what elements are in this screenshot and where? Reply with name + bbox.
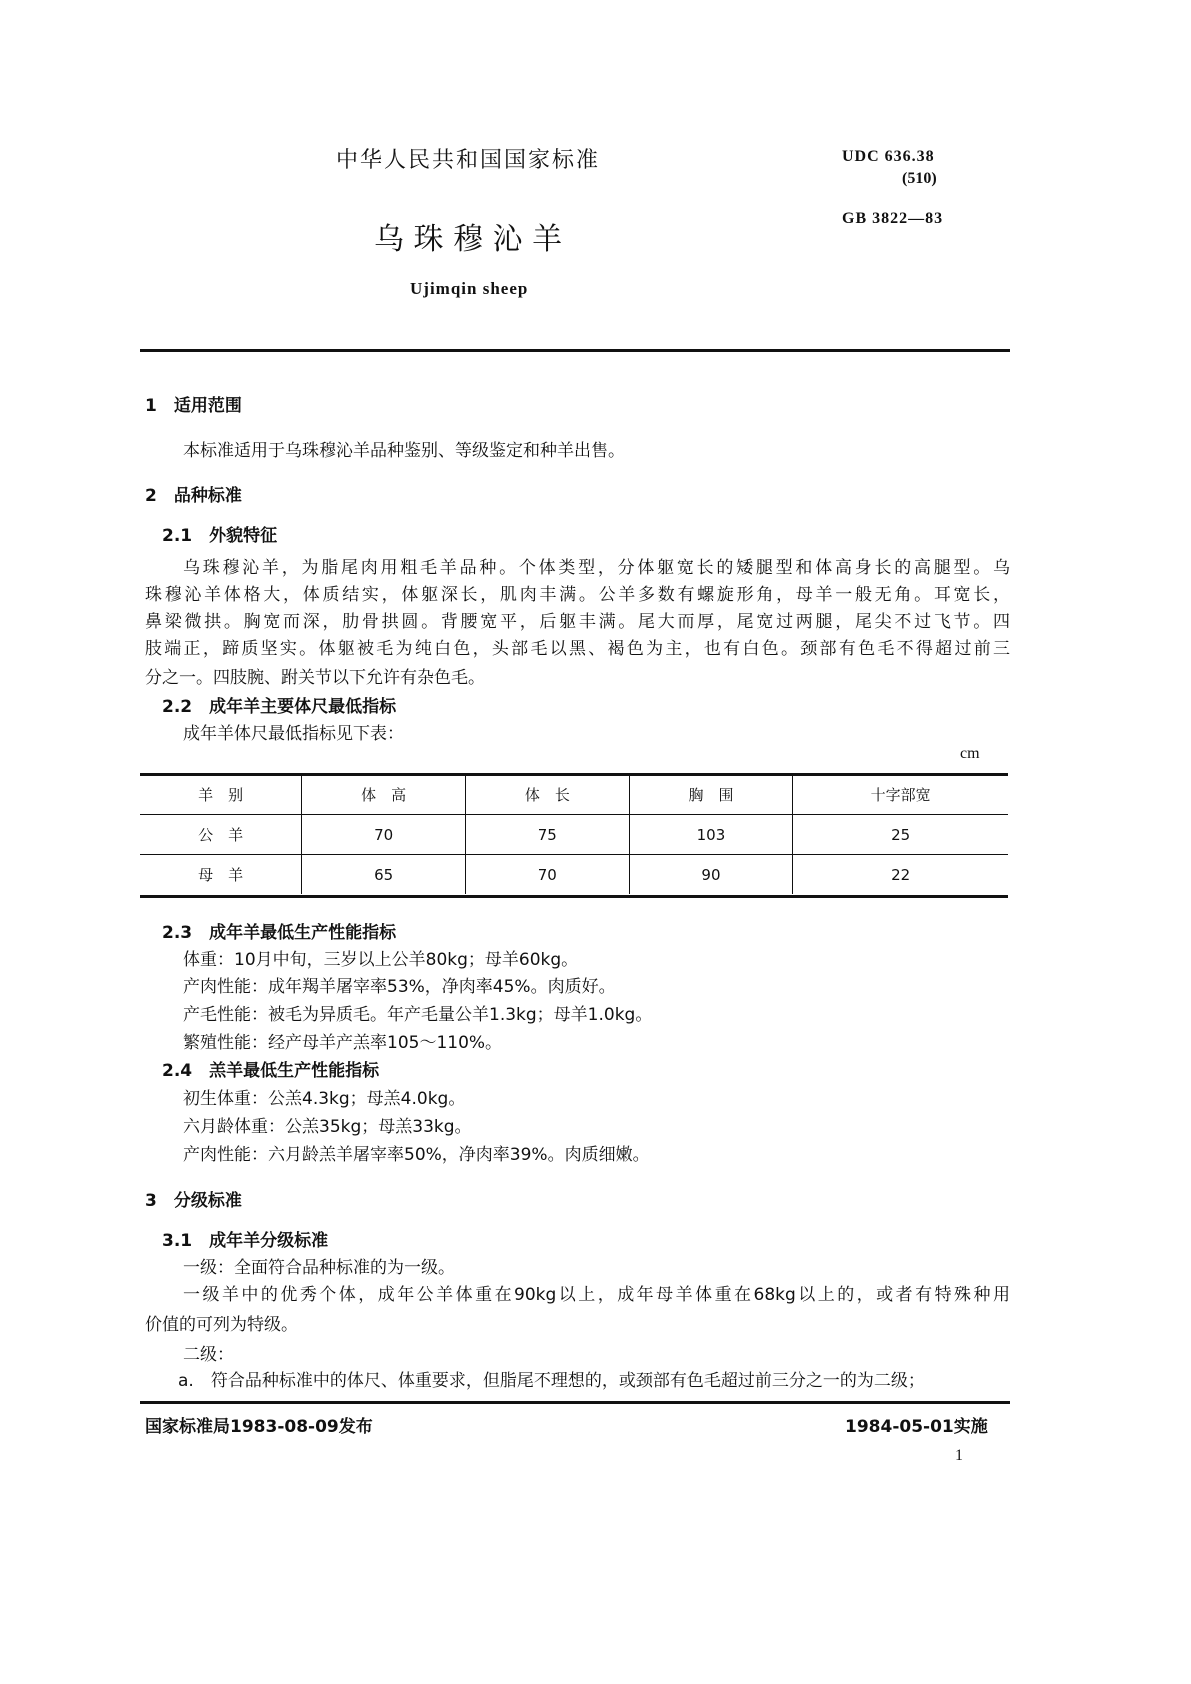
paragraph-line: 六月龄体重：公羔35kg；母羔33kg。 (183, 1117, 472, 1137)
paragraph-line: 价值的可列为特级。 (145, 1315, 298, 1335)
cell: 103 (629, 815, 793, 855)
paragraph-line: 一级：全面符合品种标准的为一级。 (183, 1258, 455, 1278)
paragraph-line: 繁殖性能：经产母羊产羔率105～110%。 (183, 1033, 503, 1053)
paragraph-line: 产肉性能：六月龄羔羊屠宰率50%，净肉率39%。肉质细嫩。 (183, 1145, 650, 1165)
cell: 公 羊 (140, 815, 302, 855)
cell: 母 羊 (140, 855, 302, 895)
cell: 70 (466, 855, 630, 895)
issue-date: 国家标准局1983-08-09发布 (145, 1417, 373, 1437)
paragraph-line: 二级： (183, 1345, 234, 1365)
page-title: 乌 珠 穆 沁 羊 (374, 222, 563, 257)
section-1-text: 本标准适用于乌珠穆沁羊品种鉴别、等级鉴定和种羊出售。 (183, 441, 625, 461)
effective-date: 1984-05-01实施 (845, 1417, 988, 1437)
body-measurement-table (140, 775, 1008, 894)
paragraph-line: 体重：10月中旬，三岁以上公羊80kg；母羊60kg。 (183, 950, 579, 970)
paragraph-line: 初生体重：公羔4.3kg；母羔4.0kg。 (183, 1089, 466, 1109)
footer-rule (140, 1401, 1010, 1404)
issuing-country-standard: 中华人民共和国国家标准 (336, 148, 601, 173)
gb-number: GB 3822—83 (842, 210, 944, 227)
paragraph-line: 分之一。四肢腕、跗关节以下允许有杂色毛。 (145, 668, 485, 688)
header-cell: 体 长 (466, 775, 630, 815)
section-3-1-heading: 3.1 成年羊分级标准 (162, 1231, 329, 1251)
table-bottom-rule (140, 895, 1008, 898)
section-2-heading: 2 品种标准 (145, 486, 242, 506)
cell: 25 (793, 815, 1008, 855)
paragraph-line: 产肉性能：成年羯羊屠宰率53%，净肉率45%。肉质好。 (183, 977, 616, 997)
header-cell: 胸 围 (629, 775, 793, 815)
unit-label: cm (960, 745, 980, 762)
section-2-2-heading: 2.2 成年羊主要体尺最低指标 (162, 697, 397, 717)
section-3-heading: 3 分级标准 (145, 1191, 242, 1211)
section-2-2-text: 成年羊体尺最低指标见下表： (183, 724, 404, 744)
section-2-4-heading: 2.4 羔羊最低生产性能指标 (162, 1061, 380, 1081)
udc-sub: (510) (902, 170, 937, 187)
table-row (140, 815, 1008, 855)
section-1-heading: 1 适用范围 (145, 396, 242, 416)
paragraph-line: 乌珠穆沁羊，为脂尾肉用粗毛羊品种。个体类型，分体躯宽长的矮腿型和体高身长的高腿型。乌 (183, 558, 1010, 578)
paragraph-line: 珠穆沁羊体格大，体质结实，体躯深长，肌肉丰满。公羊多数有螺旋形角，母羊一般无角。耳宽长， (145, 585, 1010, 605)
page-number: 1 (955, 1447, 963, 1464)
paragraph-line: a. 符合品种标准中的体尺、体重要求，但脂尾不理想的，或颈部有色毛超过前三分之一的为二级； (178, 1371, 925, 1391)
english-title: Ujimqin sheep (410, 279, 529, 298)
header-cell: 羊 别 (198, 786, 244, 804)
paragraph-line: 一级羊中的优秀个体，成年公羊体重在90kg以上，成年母羊体重在68kg以上的，或者有特殊种用 (183, 1285, 1010, 1305)
cell: 90 (629, 855, 793, 895)
paragraph-line: 产毛性能：被毛为异质毛。年产毛量公羊1.3kg；母羊1.0kg。 (183, 1005, 653, 1025)
section-2-3-heading: 2.3 成年羊最低生产性能指标 (162, 923, 397, 943)
cell: 70 (302, 815, 466, 855)
cell: 75 (466, 815, 630, 855)
table-header-row (140, 775, 1008, 815)
table-row (140, 855, 1008, 895)
paragraph-line: 肢端正，蹄质坚实。体躯被毛为纯白色，头部毛以黑、褐色为主，也有白色。颈部有色毛不得超过前三 (145, 639, 1010, 659)
cell: 65 (302, 855, 466, 895)
cell: 22 (793, 855, 1008, 895)
header-cell: 体 高 (302, 775, 466, 815)
udc-code: UDC 636.38 (842, 148, 935, 165)
section-2-1-heading: 2.1 外貌特征 (162, 526, 278, 546)
header-cell: 十字部宽 (793, 775, 1008, 815)
paragraph-line: 鼻梁微拱。胸宽而深，肋骨拱圆。背腰宽平，后躯丰满。尾大而厚，尾宽过两腿，尾尖不过飞节。四 (145, 612, 1010, 632)
header-rule (140, 349, 1010, 352)
